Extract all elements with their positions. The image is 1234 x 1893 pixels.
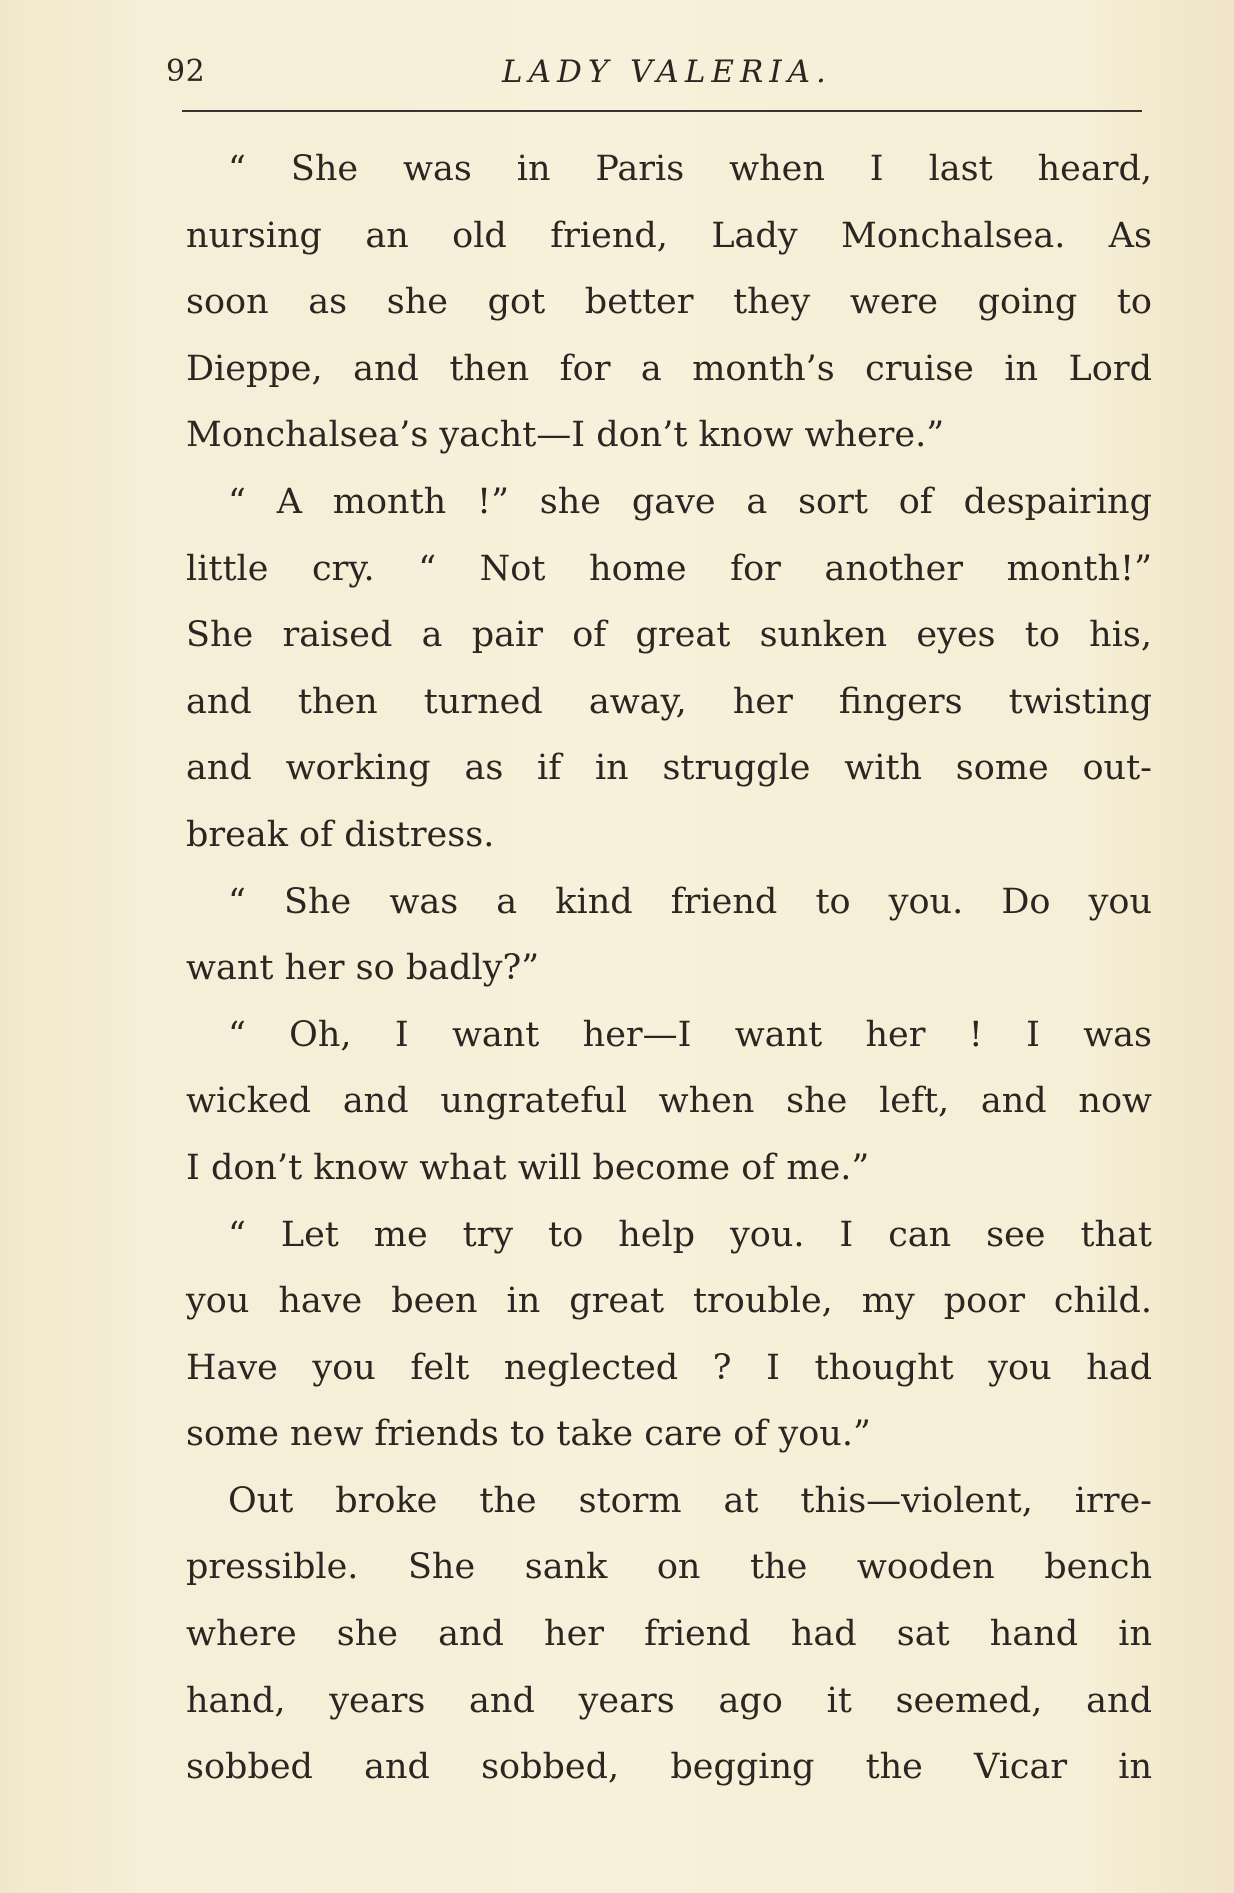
- page-number: 92: [166, 54, 206, 89]
- text-line: some new friends to take care of you.”: [186, 1414, 871, 1455]
- text-line: and working as if in struggle with some out-: [186, 748, 1152, 789]
- text-line: Monchalsea’s yacht—I don’t know where.”: [186, 415, 945, 456]
- text-line: want her so badly?”: [186, 948, 540, 989]
- text-line: little cry. “ Not home for another month!”: [186, 548, 1152, 589]
- text-line: “ She was a kind friend to you. Do you: [228, 881, 1152, 922]
- text-line: I don’t know what will become of me.”: [186, 1147, 870, 1188]
- text-line: where she and her friend had sat hand in: [186, 1614, 1152, 1655]
- page-header: [166, 52, 1146, 102]
- text-line: “ She was in Paris when I last heard,: [228, 149, 1152, 189]
- text-line: “ A month !” she gave a sort of despairing: [228, 481, 1152, 522]
- text-line: Have you felt neglected ? I thought you had: [186, 1347, 1152, 1388]
- text-line: Dieppe, and then for a month’s cruise in Lord: [186, 348, 1152, 389]
- text-line: wicked and ungrateful when she left, and now: [186, 1081, 1152, 1122]
- text-line: She raised a pair of great sunken eyes to his,: [186, 615, 1152, 656]
- text-line: and then turned away, her fingers twisting: [186, 681, 1152, 722]
- text-line: hand, years and years ago it seemed, and: [186, 1680, 1152, 1721]
- body-text: [186, 136, 1152, 1801]
- text-line: “ Oh, I want her—I want her ! I was: [228, 1014, 1152, 1055]
- text-line: break of distress.: [186, 814, 495, 855]
- text-line: you have been in great trouble, my poor child.: [186, 1281, 1152, 1322]
- header-rule: [182, 110, 1142, 112]
- text-line: Out broke the storm at this—violent, irre-: [228, 1480, 1152, 1521]
- text-line: pressible. She sank on the wooden bench: [186, 1547, 1152, 1588]
- text-line: nursing an old friend, Lady Monchalsea. As: [186, 215, 1152, 256]
- text-line: soon as she got better they were going to: [186, 282, 1152, 323]
- running-head: LADY VALERIA.: [502, 54, 832, 90]
- text-line: sobbed and sobbed, begging the Vicar in: [186, 1747, 1152, 1788]
- text-line: “ Let me try to help you. I can see that: [228, 1214, 1152, 1255]
